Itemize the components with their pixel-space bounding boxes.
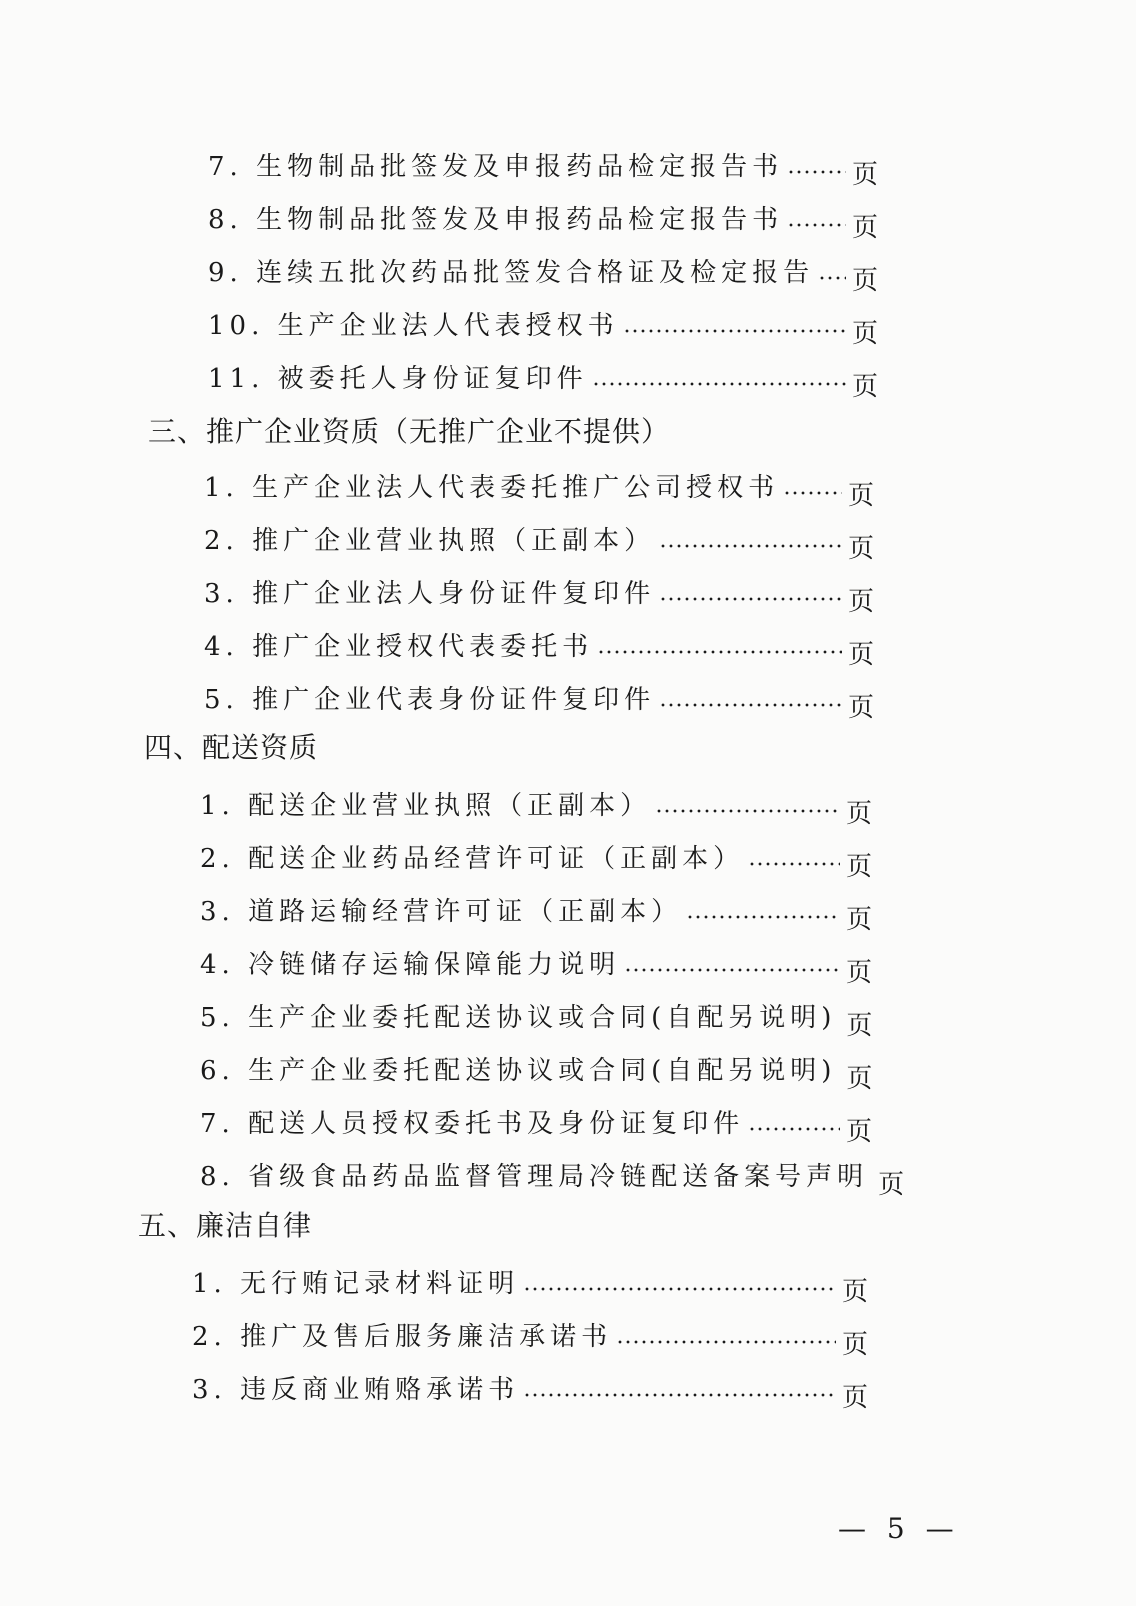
toc-entry	[200, 890, 872, 935]
toc-page-label: 页	[845, 799, 872, 829]
dot-leader	[623, 327, 846, 335]
dot-leader	[592, 380, 846, 388]
toc-entry-text: 5. 推广企业代表身份证件复印件	[204, 685, 656, 715]
toc-entry	[204, 678, 874, 723]
section-heading: 三、推广企业资质（无推广企业不提供）	[148, 415, 671, 448]
dot-leader	[818, 274, 846, 282]
dot-leader	[659, 542, 842, 550]
dot-leader	[748, 860, 840, 868]
toc-entry	[204, 572, 874, 617]
page-number: — 5 —	[838, 1512, 960, 1545]
toc-entry	[200, 1102, 872, 1147]
toc-entry	[192, 1262, 868, 1307]
toc-entry	[204, 466, 874, 511]
toc-entry	[192, 1368, 868, 1413]
toc-page-label: 页	[847, 693, 874, 723]
dot-leader	[787, 221, 846, 229]
toc-entry	[200, 996, 873, 1041]
toc-page-label: 页	[851, 213, 878, 243]
toc-entry	[200, 943, 872, 988]
toc-page-label: 页	[851, 319, 878, 349]
toc-entry-text: 7. 生物制品批签发及申报药品检定报告书	[208, 152, 784, 182]
toc-page-label: 页	[845, 958, 872, 988]
dot-leader	[616, 1338, 836, 1346]
dot-leader	[655, 807, 840, 815]
toc-page-label: 页	[851, 372, 878, 402]
toc-page-label: 页	[847, 481, 874, 511]
toc-entry-text: 1. 无行贿记录材料证明	[192, 1269, 520, 1299]
toc-entry-text: 2. 配送企业药品经营许可证（正副本）	[200, 844, 745, 874]
toc-page-label: 页	[847, 534, 874, 564]
toc-page-label: 页	[847, 587, 874, 617]
dot-leader	[748, 1125, 840, 1133]
toc-entry-text: 3. 推广企业法人身份证件复印件	[204, 579, 656, 609]
toc-page-label: 页	[845, 1117, 872, 1147]
toc-entry-text: 4. 推广企业授权代表委托书	[204, 632, 594, 662]
toc-entry	[208, 198, 878, 243]
toc-page-label: 页	[847, 640, 874, 670]
toc-entry	[208, 145, 878, 190]
toc-entry	[204, 625, 874, 670]
section-heading: 五、廉洁自律	[138, 1209, 313, 1242]
toc-page-label: 页	[878, 1170, 905, 1200]
toc-entry	[208, 357, 878, 402]
toc-entry	[200, 784, 872, 829]
toc-entry	[204, 519, 874, 564]
toc-entry-text: 2. 推广及售后服务廉洁承诺书	[192, 1322, 613, 1352]
toc-entry-text: 3. 道路运输经营许可证（正副本）	[200, 897, 683, 927]
dot-leader	[686, 913, 840, 921]
dot-leader	[659, 595, 842, 603]
toc-entry-text: 10. 生产企业法人代表授权书	[208, 311, 619, 341]
dot-leader	[659, 701, 842, 709]
toc-page-label: 页	[845, 905, 872, 935]
dot-leader	[787, 168, 846, 176]
toc-page-label: 页	[845, 852, 872, 882]
toc-entry-text: 2. 推广企业营业执照（正副本）	[204, 526, 656, 556]
toc-entry	[200, 837, 872, 882]
toc-page-label: 页	[851, 266, 878, 296]
toc-page-label: 页	[846, 1011, 873, 1041]
dot-leader	[523, 1285, 836, 1293]
toc-entry-text: 5. 生产企业委托配送协议或合同(自配另说明)	[200, 1003, 837, 1033]
toc-entry-text: 9. 连续五批次药品批签发合格证及检定报告	[208, 258, 815, 288]
toc-entry-text: 1. 生产企业法人代表委托推广公司授权书	[204, 473, 780, 503]
toc-page-label: 页	[851, 160, 878, 190]
toc-entry-text: 6. 生产企业委托配送协议或合同(自配另说明)	[200, 1056, 837, 1086]
toc-page-label: 页	[841, 1277, 868, 1307]
toc-entry-text: 8. 生物制品批签发及申报药品检定报告书	[208, 205, 784, 235]
toc-entry-text: 3. 违反商业贿赂承诺书	[192, 1375, 520, 1405]
toc-page-label: 页	[841, 1330, 868, 1360]
toc-entry-text: 1. 配送企业营业执照（正副本）	[200, 791, 652, 821]
toc-page-label: 页	[846, 1064, 873, 1094]
toc-entry	[192, 1315, 868, 1360]
toc-entry	[200, 1049, 873, 1094]
toc-entry	[208, 251, 878, 296]
toc-entry	[200, 1155, 905, 1200]
toc-page-label: 页	[841, 1383, 868, 1413]
toc-entry-text: 4. 冷链储存运输保障能力说明	[200, 950, 621, 980]
toc-entry-text: 8. 省级食品药品监督管理局冷链配送备案号声明	[200, 1162, 869, 1192]
section-heading: 四、配送资质	[144, 731, 319, 764]
dot-leader	[523, 1391, 836, 1399]
dot-leader	[783, 489, 842, 497]
dot-leader	[597, 648, 842, 656]
toc-entry-text: 7. 配送人员授权委托书及身份证复印件	[200, 1109, 745, 1139]
toc-entry-text: 11. 被委托人身份证复印件	[208, 364, 588, 394]
dot-leader	[624, 966, 840, 974]
toc-entry	[208, 304, 878, 349]
